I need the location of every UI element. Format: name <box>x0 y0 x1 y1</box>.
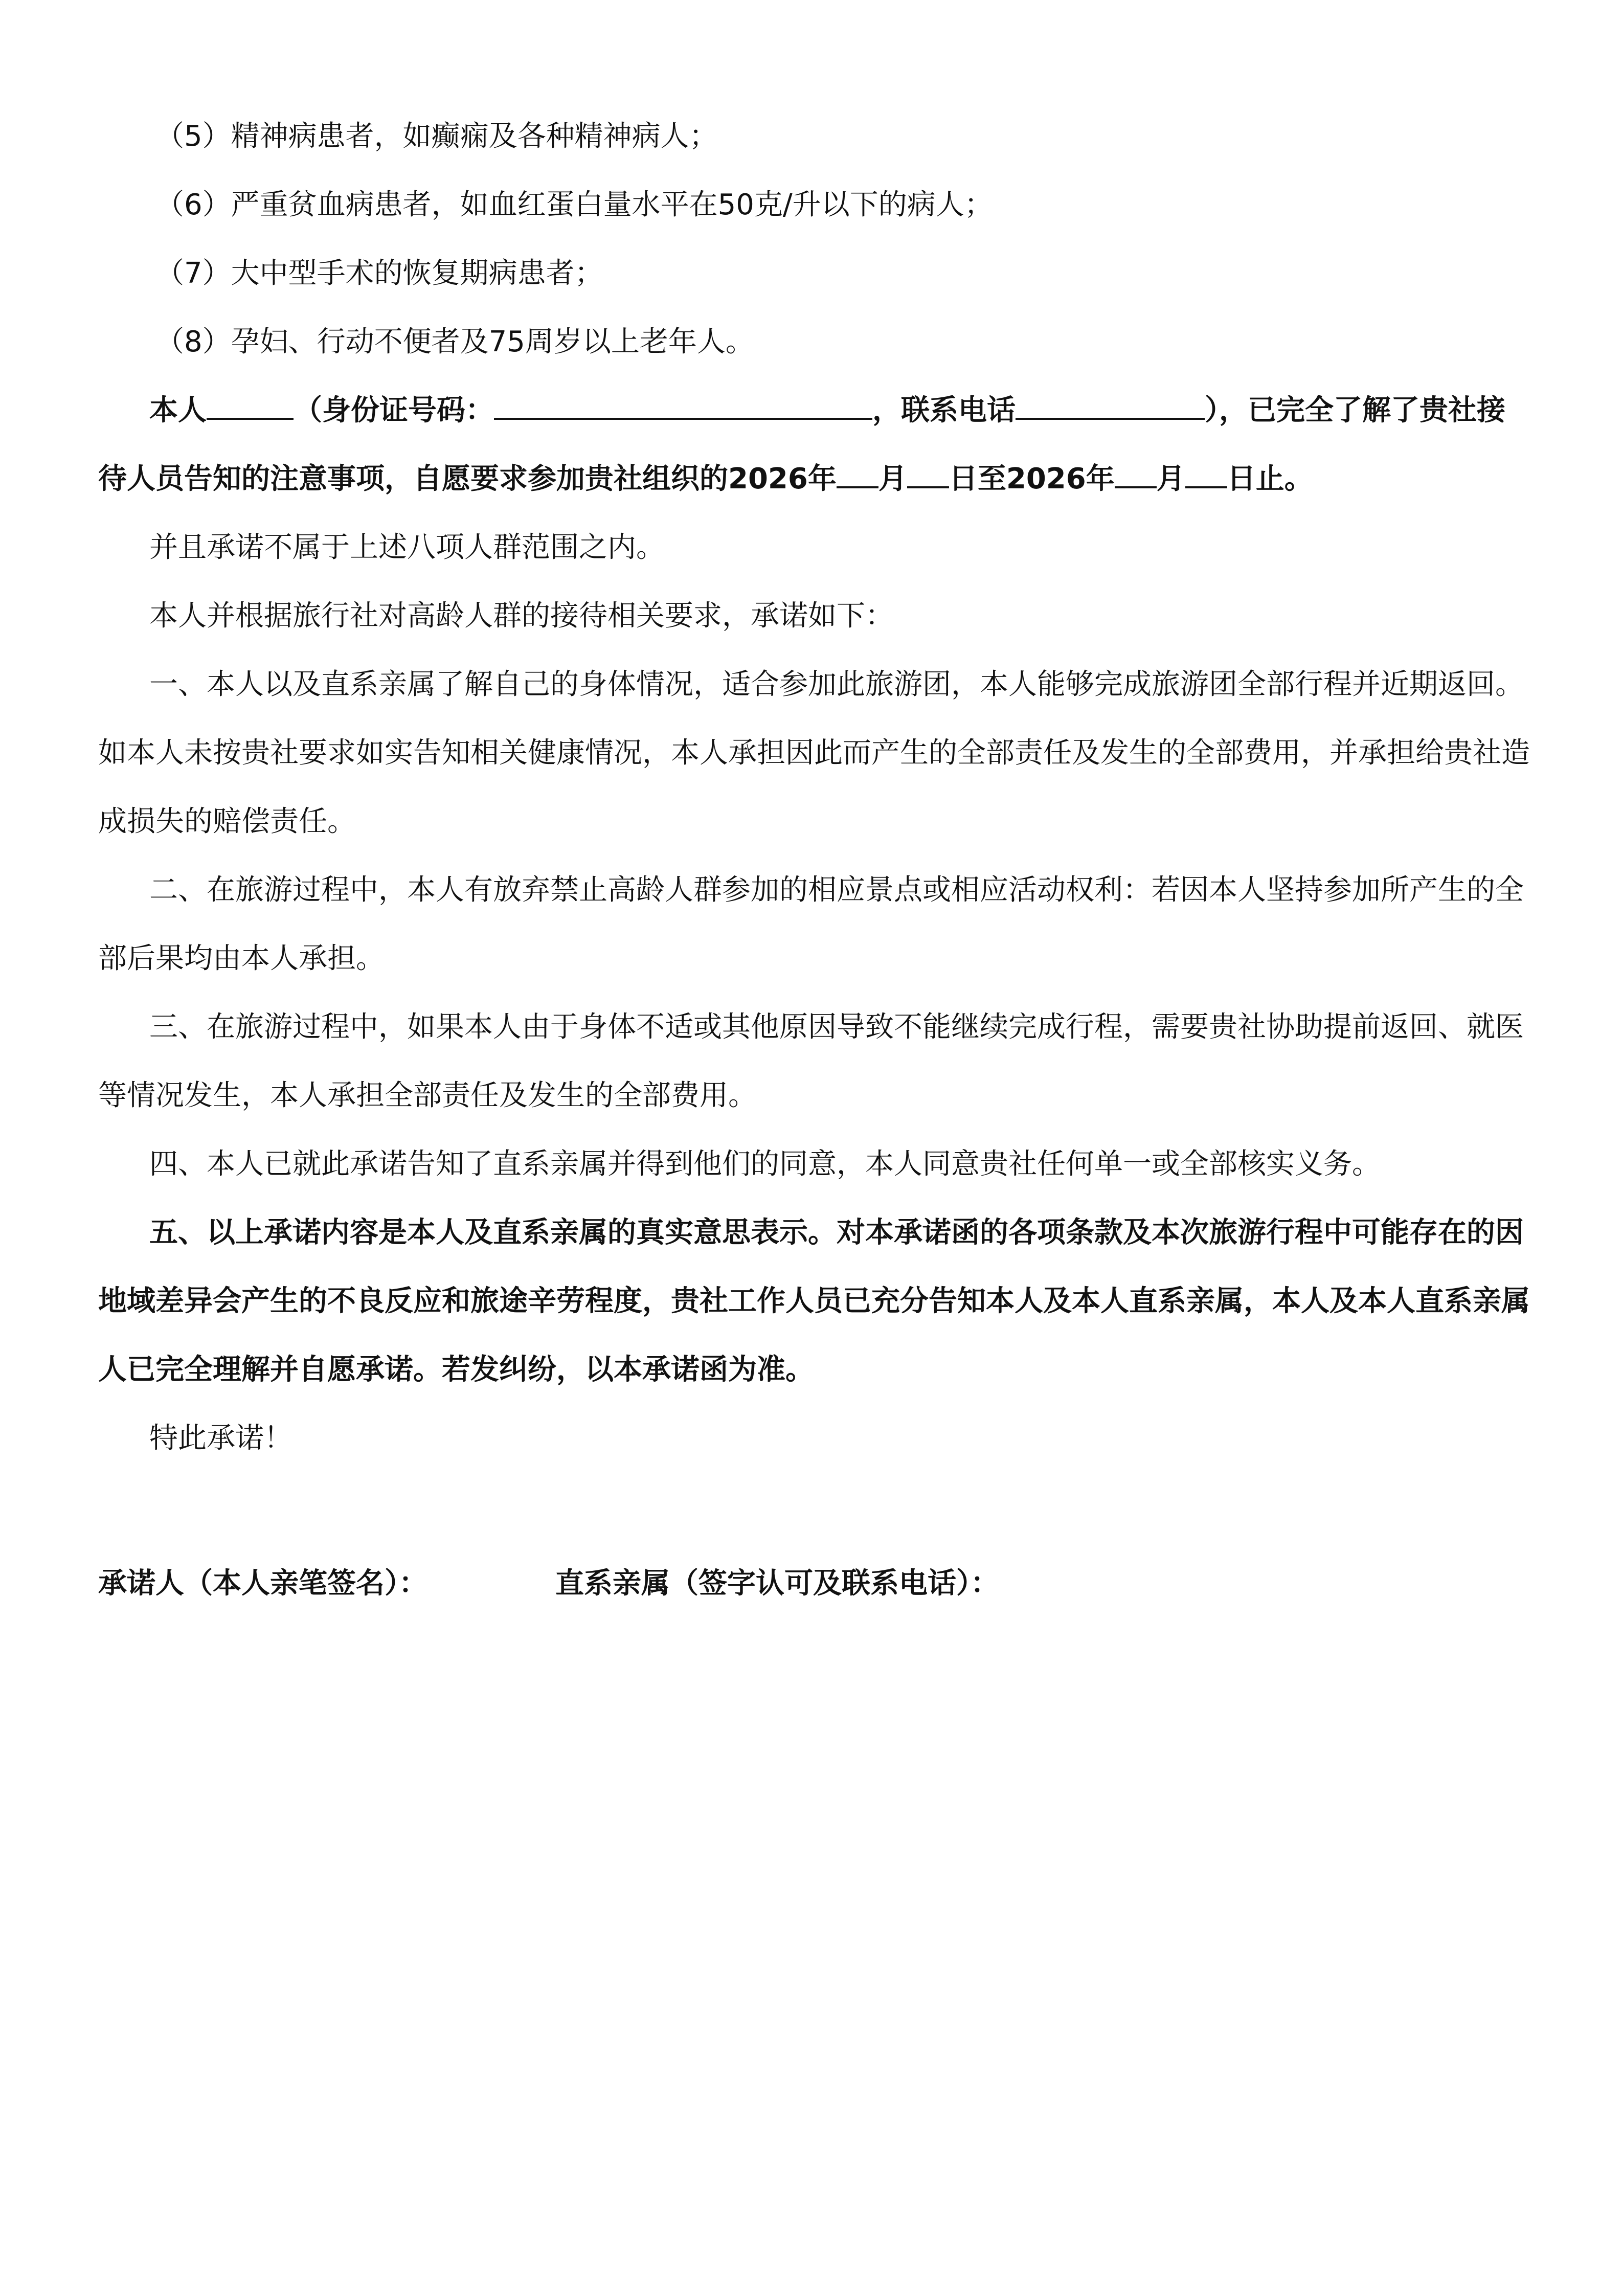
start-month-blank[interactable] <box>837 460 878 488</box>
declaration-line-1: 本人 （身份证号码： ，联系电话 ），已完全了解了贵社接 <box>98 376 1540 445</box>
document-body <box>98 102 1540 1618</box>
declaration-line-2: 待人员告知的注意事项，自愿要求参加贵社组织的2026年 月 日至2026年 月 日止。 <box>98 445 1540 513</box>
list-item: （8）孕妇、行动不便者及75周岁以上老年人。 <box>155 325 754 358</box>
id-number-blank[interactable] <box>494 391 872 420</box>
paragraph-commitment-intro: 本人并根据旅行社对高龄人群的接待相关要求，承诺如下： <box>149 599 894 633</box>
clause-two: 二、在旅游过程中，本人有放弃禁止高龄人群参加的相应景点或相应活动权利：若因本人坚持参加所产生的全 部后果均由本人承担。 <box>98 873 1524 975</box>
clause-one: 一、本人以及直系亲属了解自己的身体情况，适合参加此旅游团，本人能够完成旅游团全部行程并近期返回。 如本人未按贵社要求如实告知相关健康情况，本人承担因此而产生的全部责任及发生的全部费用，并承担给贵社造 成损失的赔偿责任。 <box>98 668 1530 838</box>
paragraph-not-in-groups: 并且承诺不属于上述八项人群范围之内。 <box>149 531 665 564</box>
name-blank[interactable] <box>207 391 294 420</box>
promisor-signature-label[interactable]: 承诺人（本人亲笔签名）： <box>98 1567 427 1600</box>
relative-signature-label[interactable]: 直系亲属（签字认可及联系电话）： <box>555 1567 999 1600</box>
signature-row <box>98 1549 1540 1618</box>
closing-statement: 特此承诺！ <box>149 1422 292 1455</box>
clause-three: 三、在旅游过程中，如果本人由于身体不适或其他原因导致不能继续完成行程，需要贵社协助提前返回、就医 等情况发生，本人承担全部责任及发生的全部费用。 <box>98 1010 1524 1112</box>
list-item: （7）大中型手术的恢复期病患者； <box>155 257 603 290</box>
clause-four: 四、本人已就此承诺告知了直系亲属并得到他们的同意，本人同意贵社任何单一或全部核实义务。 <box>149 1147 1381 1181</box>
phone-blank[interactable] <box>1016 391 1205 420</box>
end-day-blank[interactable] <box>1185 460 1227 488</box>
list-item: （6）严重贫血病患者，如血红蛋白量水平在50克/升以下的病人； <box>155 188 993 221</box>
end-month-blank[interactable] <box>1115 460 1157 488</box>
start-day-blank[interactable] <box>907 460 949 488</box>
list-item: （5）精神病患者，如癫痫及各种精神病人； <box>155 120 718 153</box>
clause-five: 五、以上承诺内容是本人及直系亲属的真实意思表示。对本承诺函的各项条款及本次旅游行程中可能存在的因 地域差异会产生的不良反应和旅途辛劳程度，贵社工作人员已充分告知本人及本人直系亲属，本人及本人直系亲属 人已完全理解并自愿承诺。若发纠纷，以本承诺函为准。 <box>98 1216 1530 1386</box>
